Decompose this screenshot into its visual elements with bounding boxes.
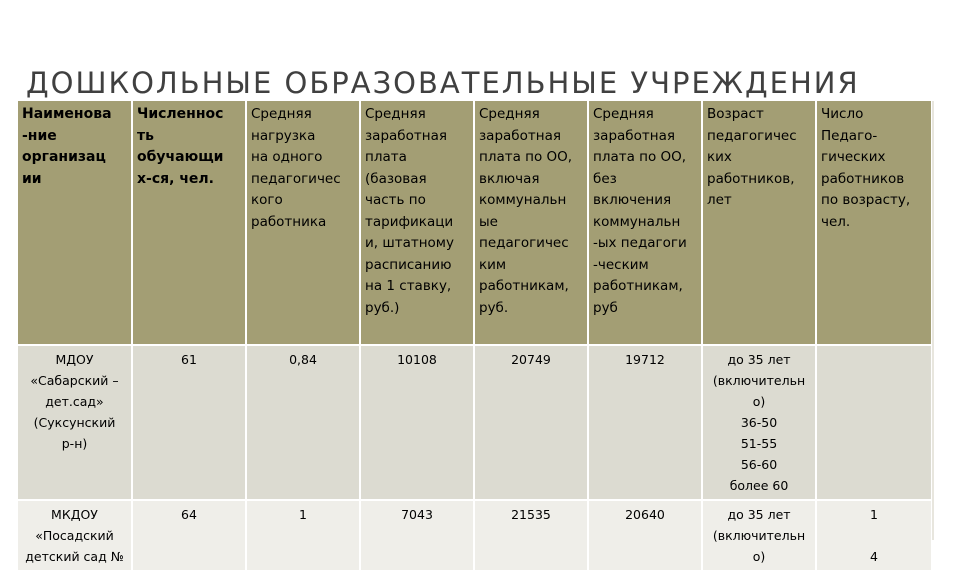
table-row: [18, 500, 932, 571]
cell-teacher-count: 1 4: [816, 500, 932, 571]
cell-average-load: 1: [246, 500, 360, 571]
header-organization-name: Наименова -ние организац ии: [18, 101, 132, 345]
header-teacher-age: Возраст педагогичес ких работников, лет: [702, 101, 816, 345]
cell-base-salary: 7043: [360, 500, 474, 571]
header-average-load: Средняя нагрузка на одного педагогичес кого работника: [246, 101, 360, 345]
cell-teacher-count: [816, 345, 932, 500]
cell-average-load: 0,84: [246, 345, 360, 500]
header-student-count: Численнос ть обучающи х-ся, чел.: [132, 101, 246, 345]
cell-organization-name: МКДОУ «Посадский детский сад №: [18, 500, 132, 571]
header-salary-excluding-utilities: Средняя заработная плата по ОО, без включения коммунальн -ых педагоги -ческим работникам, руб: [588, 101, 702, 345]
table-row: [18, 345, 932, 500]
cell-teacher-age: до 35 лет (включительн о) 36-50 51-55 56-60 более 60: [702, 345, 816, 500]
cell-base-salary: 10108: [360, 345, 474, 500]
table-header-row: [18, 101, 932, 345]
cell-teacher-age: до 35 лет (включительн о): [702, 500, 816, 571]
header-salary-including-utilities: Средняя заработная плата по ОО, включая коммунальн ые педагогичес ким работникам, руб.: [474, 101, 588, 345]
header-base-salary: Средняя заработная плата (базовая часть по тарификаци и, штатному расписанию на 1 ставку, руб.): [360, 101, 474, 345]
cell-organization-name: МДОУ «Сабарский – дет.сад» (Суксунский р-н): [18, 345, 132, 500]
cell-salary-including-utilities: 20749: [474, 345, 588, 500]
header-teacher-count-by-age: Число Педаго- гических работников по возрасту, чел.: [816, 101, 932, 345]
data-table: [18, 101, 933, 572]
cell-salary-including-utilities: 21535: [474, 500, 588, 571]
slide-title: ДОШКОЛЬНЫЕ ОБРАЗОВАТЕЛЬНЫЕ УЧРЕЖДЕНИЯ: [26, 66, 860, 100]
cell-student-count: 64: [132, 500, 246, 571]
cell-student-count: 61: [132, 345, 246, 500]
data-table-container: [18, 101, 932, 564]
cell-salary-excluding-utilities: 20640: [588, 500, 702, 571]
table-edge-divider: [932, 101, 934, 540]
cell-salary-excluding-utilities: 19712: [588, 345, 702, 500]
